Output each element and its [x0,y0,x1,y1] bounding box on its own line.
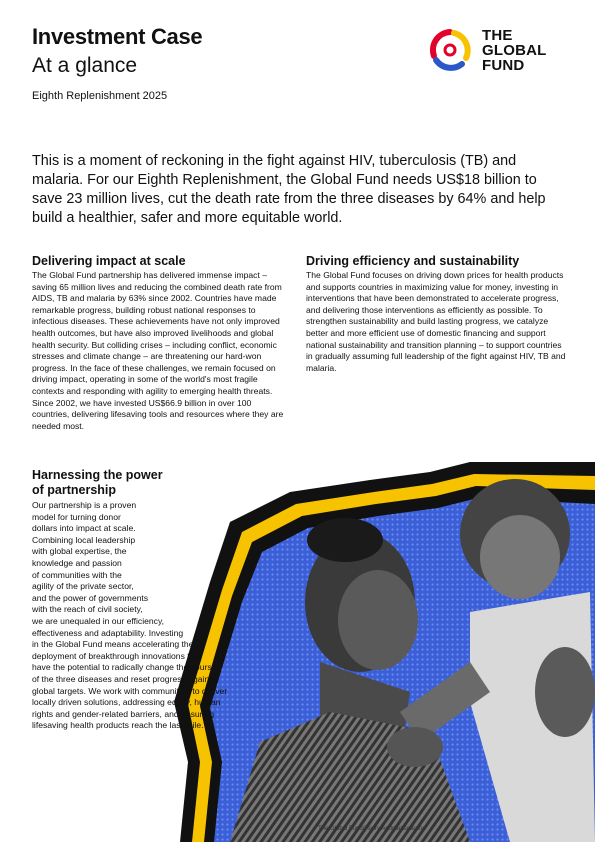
logo-wordmark: THE GLOBAL FUND [482,27,547,74]
partnership-body [32,500,272,732]
impact-heading: Delivering impact at scale [32,254,186,268]
partnership-line: deployment of breakthrough innovations that [32,650,202,661]
partnership-line: knowledge and passion [32,557,122,568]
partnership-line: lifesaving health products reach the last mile. [32,720,204,731]
partnership-line: Our partnership is a proven [32,500,137,510]
partnership-line: in the Global Fund means accelerating the [32,639,194,650]
partnership-line: global targets. We work with communities to deliver [32,685,228,696]
partnership-line: have the potential to radically change the course [32,662,217,673]
impact-body: The Global Fund partnership has delivered immense impact – saving 65 million lives and reducing the combined death rate from AIDS, TB and malaria by 63% since 2002. Countries have made remarkable progress, building robust national responses to infectious diseases. These achievements have not only improved health outcomes, but have also improved livelihoods and global health security. But colliding crises – including conflict, economic stresses and climate change – are threatening our hard-won progress. In the face of these challenges, we remain focused on driving impact, operating in some of the world's most fragile contexts and responding with agility to emerging health threats. Since 2002, we have invested US$66.9 billion in over 100 countries, delivering lifesaving tools and resources where they are needed most. [32,270,284,431]
page-title: Investment Case [32,24,203,49]
partnership-line: locally driven solutions, addressing equity, human [32,697,221,708]
partnership-line: model for turning donor [32,511,121,522]
photo-credit: The Global Fund/Tsiory Andriantsoarana [318,826,426,832]
partnership-line: and the power of governments [32,592,149,603]
partnership-line: with global expertise, the [32,546,127,557]
global-fund-logo [428,26,568,78]
replenishment-label: Eighth Replenishment 2025 [32,90,168,102]
efficiency-heading: Driving efficiency and sustainability [306,254,520,268]
partnership-line: agility of the private sector, [32,581,134,592]
partnership-line: of the three diseases and reset progress against [32,673,216,684]
partnership-line: of communities with the [32,569,122,580]
partnership-line: we are unequaled in our efficiency, [32,615,165,626]
partnership-line: Combining local leadership [32,534,136,545]
partnership-line: with the reach of civil society, [32,604,143,615]
partnership-line: effectiveness and adaptability. Investing [32,627,184,638]
page-subtitle: At a glance [32,54,138,77]
partnership-heading: Harnessing the power of partnership [32,468,163,497]
efficiency-body: The Global Fund focuses on driving down prices for health products and supports countries in maximizing value for money, investing in interventions that have been demonstrated to accelerate progress, and delivering those interventions as efficiently as possible. To strengthen sustainability and build lasting progress, we catalyze better and more efficient use of domestic financing and support national sustainability and transition planning – to support countries in gradually assuming full leadership of the fight against HIV, TB and malaria. [306,270,566,373]
intro-paragraph: This is a moment of reckoning in the fight against HIV, tuberculosis (TB) and malaria. For our Eighth Replenishment, the Global Fund needs US$18 billion to save 23 million lives, cut the death rate from the three diseases by 64% and help build a healthier, safer and more equitable world. [32,153,546,226]
partnership-line: rights and gender-related barriers, and ensuring [32,708,215,719]
global-fund-logo-icon [428,28,472,72]
partnership-line: dollars into impact at scale. [32,523,136,534]
